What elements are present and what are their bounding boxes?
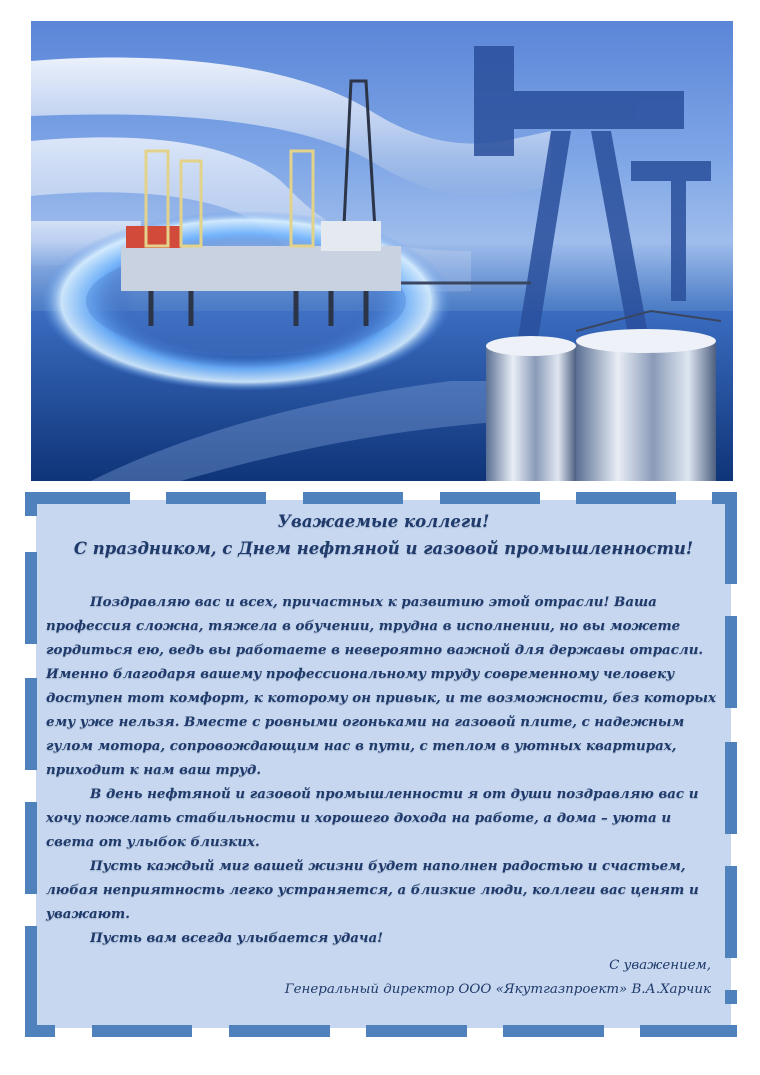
- letter-subheading: С праздником, с Днем нефтяной и газовой промышленности!: [73, 539, 694, 558]
- letter-greeting: Уважаемые коллеги!: [277, 512, 490, 531]
- oil-gas-collage-image: [31, 21, 733, 481]
- hero-illustration: [31, 21, 733, 481]
- storage-tanks-graphic: [486, 311, 721, 481]
- pump-jack-silhouette: [474, 46, 711, 351]
- letter-paragraph: Пусть вам всегда улыбается удача!: [90, 930, 384, 946]
- letter-paragraph: Пусть каждый миг вашей жизни будет наполнен радостью и счастьем, любая неприятность легко устраняется, а близкие люди, коллеги вас ценят и уважают.: [46, 858, 699, 922]
- letter-closing: С уважением,: [609, 958, 711, 973]
- letter-signature: Генеральный директор ООО «Якутгазпроект» В.А.Харчик: [284, 982, 711, 997]
- greeting-letter: [46, 508, 721, 1002]
- letter-signature-block: [46, 954, 721, 1002]
- letter-body: [46, 590, 721, 950]
- letter-paragraph: Поздравляю вас и всех, причастных к развитию этой отрасли! Ваша профессия сложна, тяжела в обучении, трудна в исполнении, но вы можете гордиться ею, ведь вы работаете в невероятно важной для державы отрасли. Именно благодаря вашему профессиональному труду современному человеку доступен тот комфорт, к которому он привык, и те возможности, без которых ему уже нельзя. Вместе с ровными огоньками на газовой плите, с надежным гулом мотора, сопровождающим нас в пути, с теплом в уютных квартирах, приходит к нам ваш труд.: [46, 594, 716, 778]
- letter-paragraph: В день нефтяной и газовой промышленности я от души поздравляю вас и хочу пожелать стабильности и хорошего дохода на работе, а дома – уюта и света от улыбок близких.: [46, 786, 699, 850]
